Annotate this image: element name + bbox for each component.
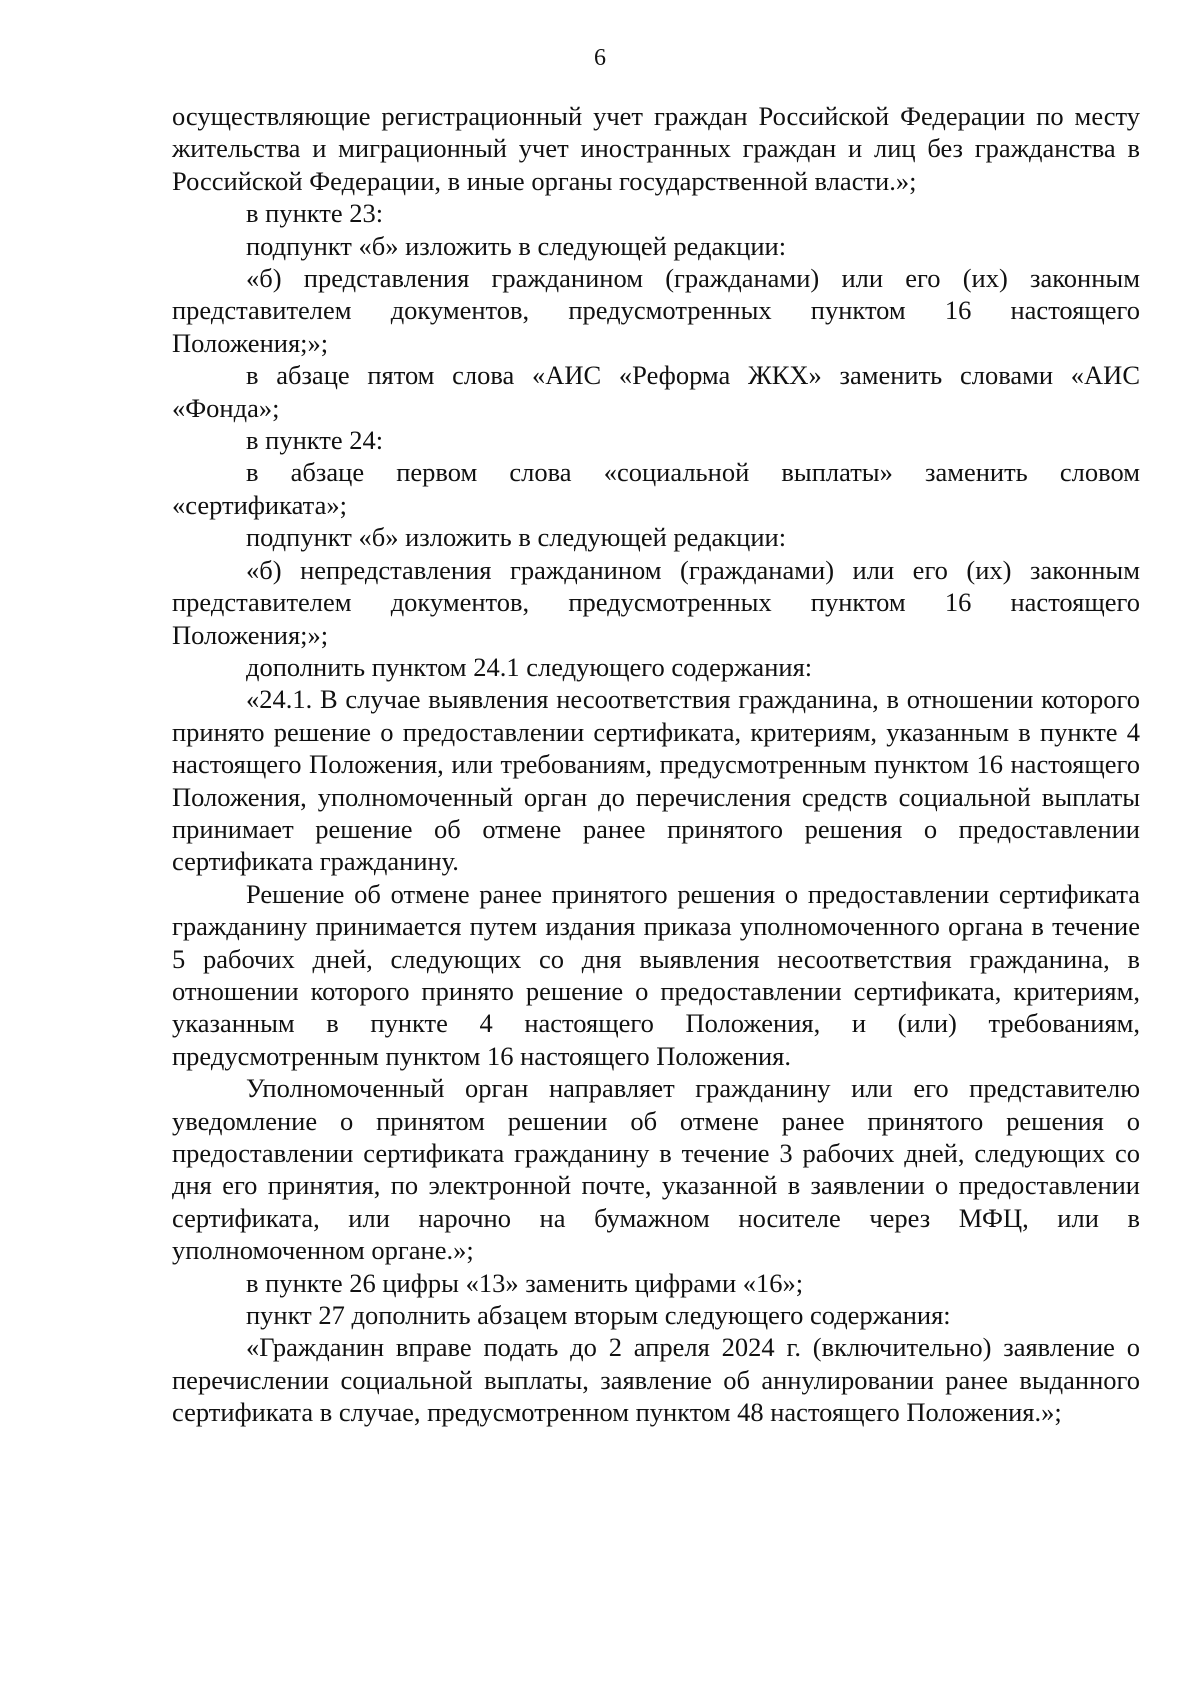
- paragraph-add-item-24-1: дополнить пунктом 24.1 следующего содержания:: [246, 651, 813, 682]
- document-body: [172, 100, 1140, 1429]
- paragraph-subitem-b-instruction: подпункт «б» изложить в следующей редакции:: [246, 230, 787, 261]
- paragraph-abzac-5: в абзаце пятом слова «АИС «Реформа ЖКХ» заменить словами «АИС «Фонда»;: [172, 360, 1140, 423]
- paragraph-notification-text: Уполномоченный орган направляет гражданину или его представителю уведомление о принятом решении об отмене ранее принятого решения о предоставлении сертификата гражданину в течение 3 рабочих дней, следующих со дня его принятия, по электронной почте, указанной в заявлении о предоставлении сертификата, или нарочно на бумажном носителе через МФЦ, или в уполномоченном органе.»;: [172, 1073, 1140, 1266]
- paragraph-abzac-1: в абзаце первом слова «социальной выплаты» заменить словом «сертификата»;: [172, 457, 1140, 520]
- paragraph-subitem-b-text: «б) представления гражданином (гражданами) или его (их) законным представителем документов, предусмотренных пунктом 16 настоящего Положения;»;: [172, 263, 1140, 358]
- paragraph-item-23: в пункте 23:: [246, 198, 384, 229]
- paragraph-subitem-b-instruction-2: подпункт «б» изложить в следующей редакции:: [246, 522, 787, 553]
- page-number: 6: [594, 45, 606, 71]
- paragraph-item-27: пункт 27 дополнить абзацем вторым следующего содержания:: [246, 1300, 951, 1331]
- paragraph-item-26: в пункте 26 цифры «13» заменить цифрами «16»;: [246, 1267, 804, 1298]
- paragraph-subitem-b-text-2: «б) непредставления гражданином (гражданами) или его (их) законным представителем документов, предусмотренных пунктом 16 настоящего Положения;»;: [172, 554, 1140, 650]
- paragraph-decision-text: Решение об отмене ранее принятого решения о предоставлении сертификата гражданину принимается путем издания приказа уполномоченного органа в течение 5 рабочих дней, следующих со дня выявления несоответствия гражданина, в отношении которого принято решение о предоставлении сертификата, критериям, указанным в пункте 4 настоящего Положения, и (или) требованиям, предусмотренным пунктом 16 настоящего Положения.: [172, 878, 1140, 1071]
- paragraph-item-24-1-text: «24.1. В случае выявления несоответствия гражданина, в отношении которого принято решение о предоставлении сертификата, критериям, указанным в пункте 4 настоящего Положения, или требованиям, предусмотренным пунктом 16 настоящего Положения, уполномоченный орган до перечисления средств социальной выплаты принимает решение об отмене ранее принятого решения о предоставлении сертификата гражданину.: [172, 684, 1140, 877]
- paragraph-continuation: осуществляющие регистрационный учет граждан Российской Федерации по месту жительства и миграционный учет иностранных граждан и лиц без гражданства в Российской Федерации, в иные органы государственной власти.»;: [172, 101, 1140, 196]
- paragraph-item-24: в пункте 24:: [246, 425, 384, 456]
- paragraph-item-27-text: «Гражданин вправе подать до 2 апреля 2024 г. (включительно) заявление о перечислении социальной выплаты, заявление об аннулировании ранее выданного сертификата в случае, предусмотренном пунктом 48 настоящего Положения.»;: [172, 1332, 1140, 1428]
